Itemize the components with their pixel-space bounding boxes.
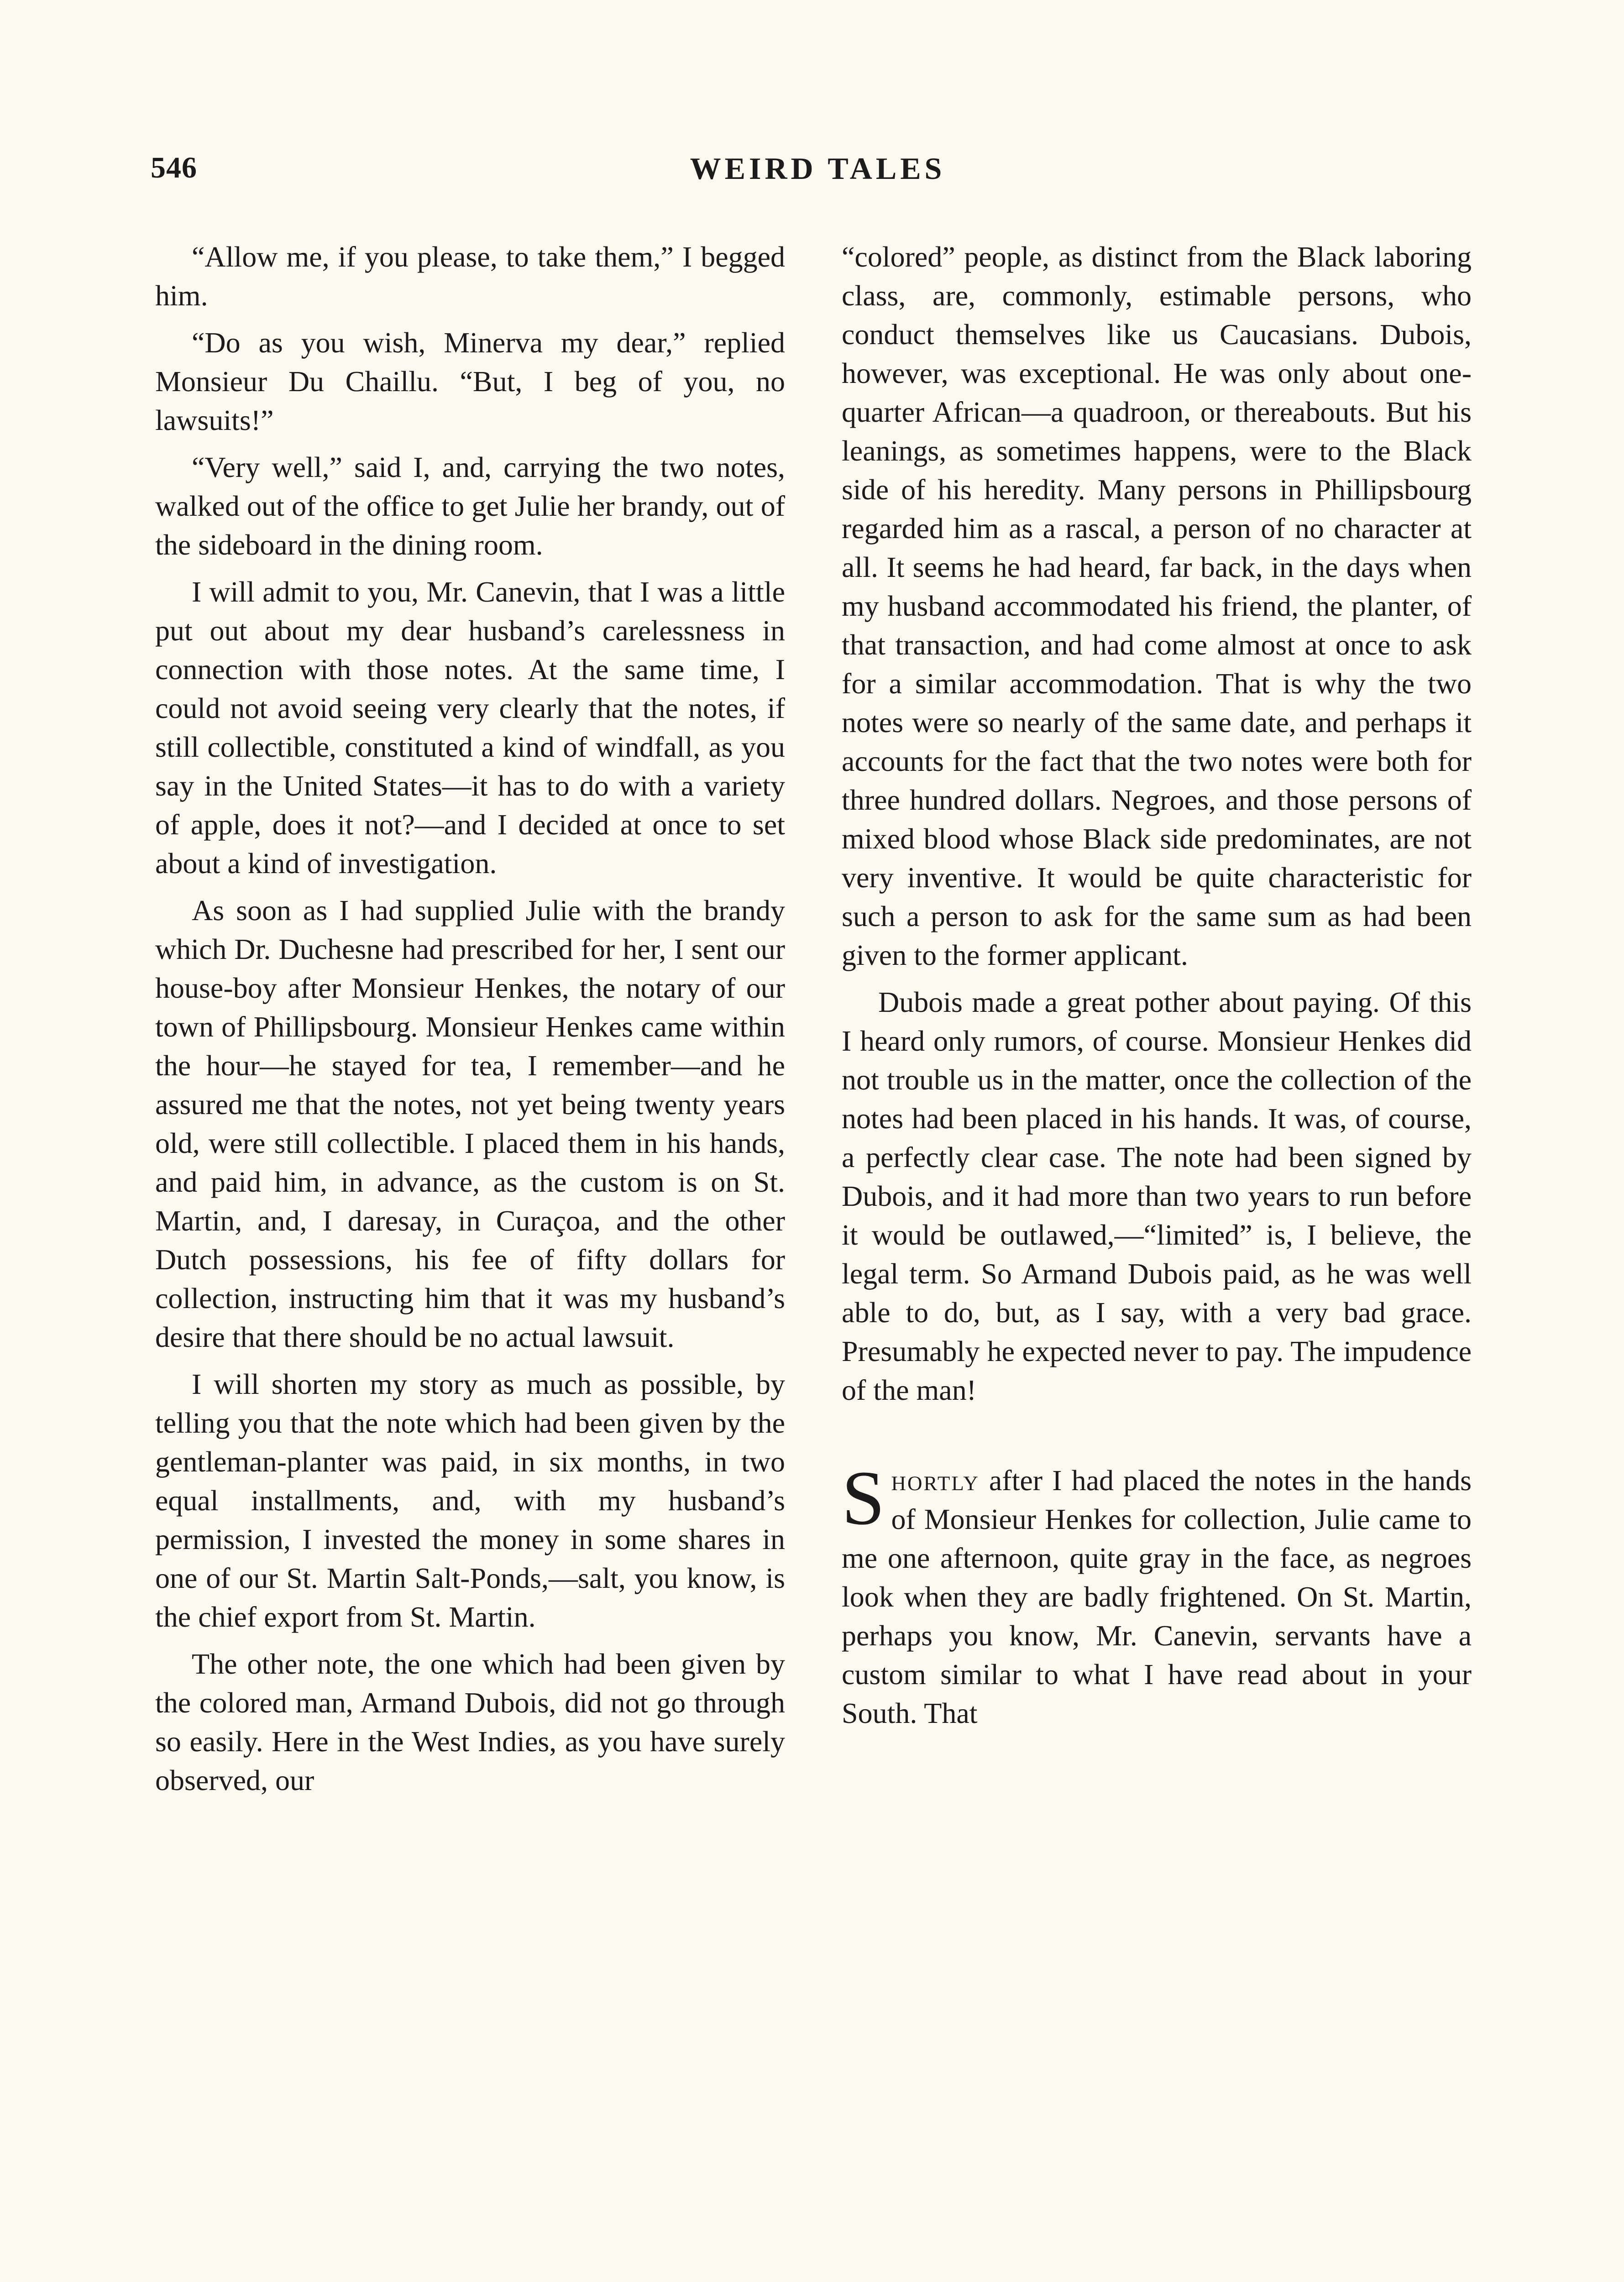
section-text: after I had placed the notes in the hands of Monsieur Henkes for collection, Julie came to me one afternoon, quite gray in the face, as negroes look when they are badly frightened. On St. Martin, perhaps you know, Mr. Canevin, servants have a custom similar to what I have read about in your South. That [842,1464,1472,1729]
paragraph: “Allow me, if you please, to take them,” I begged him. [155,241,785,312]
paragraph: Dubois made a great pother about paying. Of this I heard only rumors, of course. Monsieur Henkes did not trouble us in the matter, once the collection of the notes had been placed in his hands. It was, of course, a perfectly clear case. The note had been signed by Dubois, and it had more than two years to run before it would be outlawed,—“limited” is, I believe, the legal term. So Armand Dubois paid, as he was well able to do, but, as I say, with a very bad grace. Presumably he expected never to pay. The impudence of the man! [842,986,1472,1406]
small-caps-lead: hortly [891,1464,980,1497]
paragraph: As soon as I had supplied Julie with the brandy which Dr. Duchesne had prescribed for her, I sent our house-boy after Monsieur Henkes, the notary of our town of Phillipsbourg. Monsieur Henkes came within the hour—he stayed for tea, I remember—and he assured me that the notes, not yet being twenty years old, were still collectible. I placed them in his hands, and paid him, in advance, as the custom is on St. Martin, and, I daresay, in Curaçoa, and the other Dutch possessions, his fee of fifty dollars for collection, instructing him that it was my husband’s desire that there should be no actual lawsuit. [155,894,785,1353]
paragraph: I will admit to you, Mr. Canevin, that I was a little put out about my dear husband’s carelessness in connection with those notes. At the same time, I could not avoid seeing very clearly that the notes, if still collectible, constituted a kind of windfall, as you say in the United States—it has to do with a variety of apple, does it not?—and I decided at once to set about a kind of investigation. [155,576,785,879]
paragraph: I will shorten my story as much as possible, by telling you that the note which had been given by the gentleman-planter was paid, in six months, in two equal installments, and, with my husband’s permission, I invested the money in some shares in one of our St. Martin Salt-Ponds,—salt, you know, is the chief export from St. Martin. [155,1368,785,1633]
paragraph: The other note, the one which had been given by the colored man, Armand Dubois, did not go through so easily. Here in the West Indies, as you have surely observed, our [155,1648,785,1796]
right-column [842,237,1472,1741]
continued-paragraph: “colored” people, as distinct from the Black laboring class, are, commonly, estimable persons, who conduct themselves like us Caucasians. Dubois, however, was exceptional. He was only about one-quarter African—a quadroon, or thereabouts. But his leanings, as sometimes happens, were to the Black side of his heredity. Many persons in Phillipsbourg regarded him as a rascal, a person of no character at all. It seems he had heard, far back, in the days when my husband accommodated his friend, the planter, of that transaction, and had come almost at once to ask for a similar accommodation. That is why the two notes were so nearly of the same date, and perhaps it accounts for the fact that the two notes were both for three hundred dollars. Negroes, and those persons of mixed blood whose Black side predominates, are not very inventive. It would be quite characteristic for such a person to ask for the same sum as had been given to the former applicant. [842,241,1472,971]
running-title: WEIRD TALES [690,151,946,186]
drop-cap-initial: S [842,1455,885,1541]
left-column [155,237,785,1808]
paragraph: “Very well,” said I, and, carrying the two notes, walked out of the office to get Julie her brandy, out of the sideboard in the dining room. [155,451,785,561]
page-header [151,151,1485,201]
section-opening-paragraph [842,1455,1472,1732]
page-number: 546 [151,151,197,184]
paragraph: “Do as you wish, Minerva my dear,” replied Monsieur Du Chaillu. “But, I beg of you, no lawsuits!” [155,326,785,436]
section-break [842,1418,1472,1461]
